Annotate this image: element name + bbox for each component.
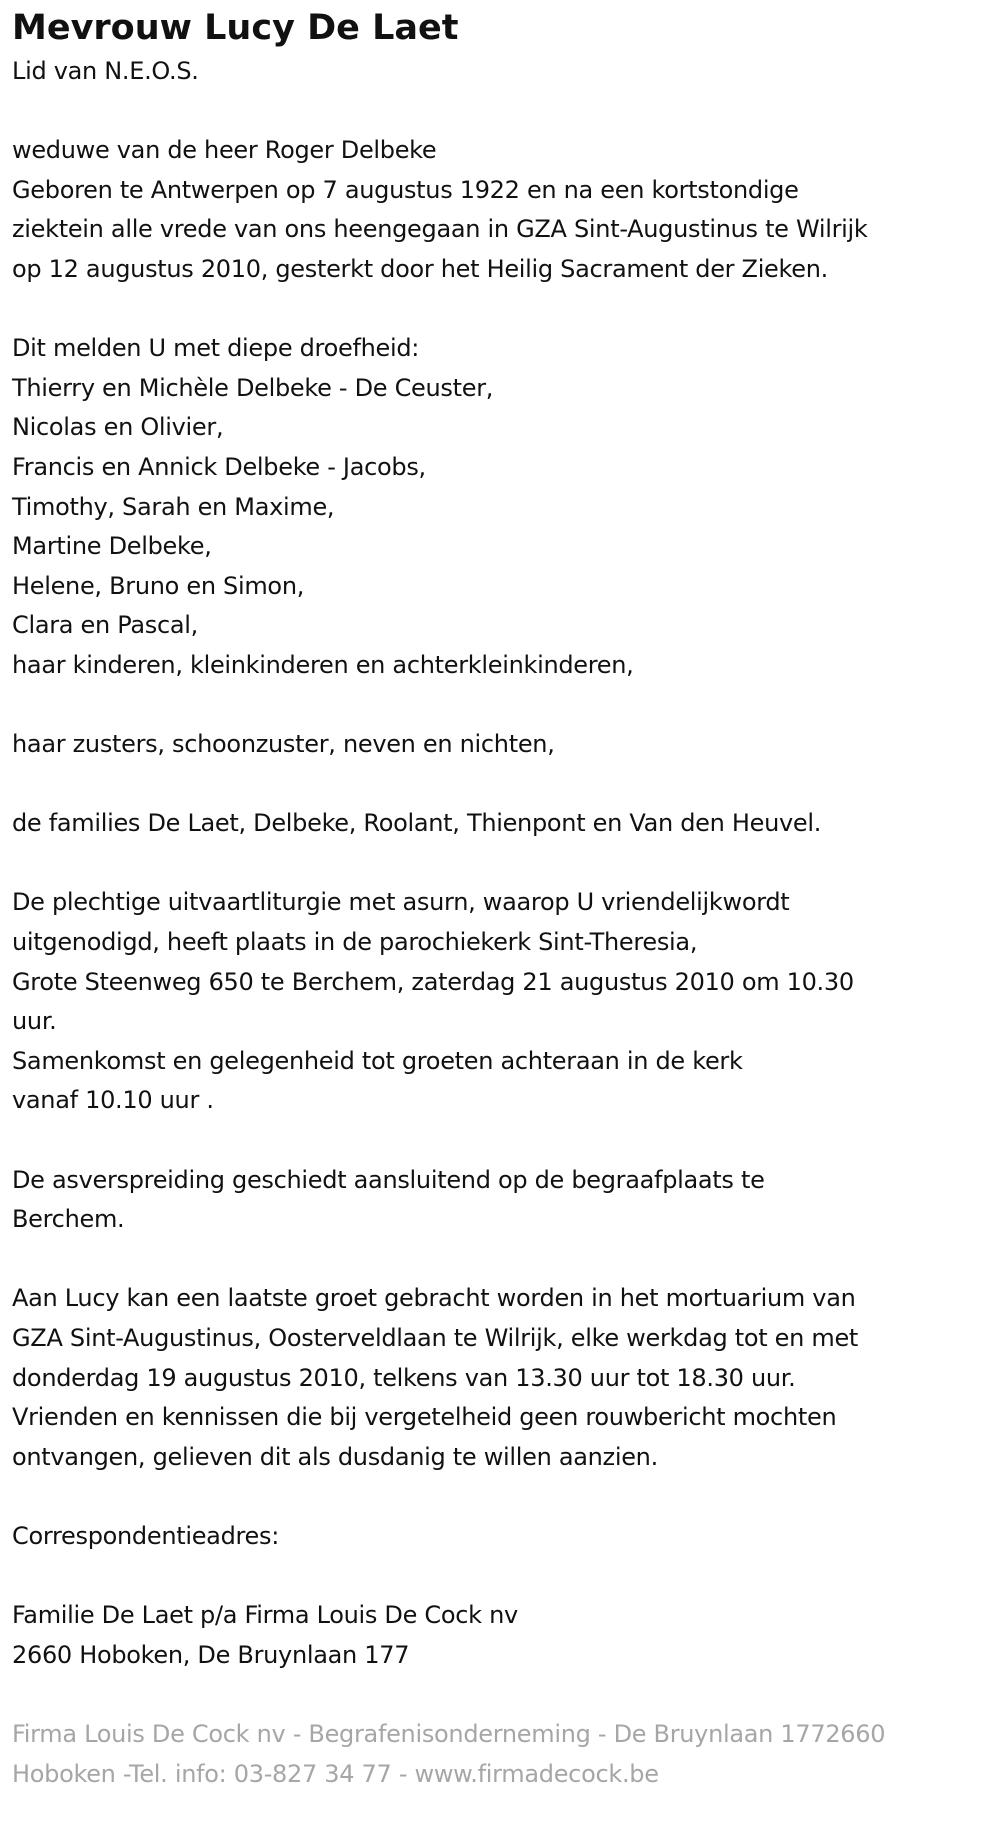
text-line: Grote Steenweg 650 te Berchem, zaterdag 21 augustus 2010 om 10.30 [12, 967, 854, 996]
text-line: weduwe van de heer Roger Delbeke [12, 136, 437, 165]
text-line: Aan Lucy kan een laatste groet gebracht worden in het mortuarium van [12, 1284, 856, 1313]
text-line: Familie De Laet p/a Firma Louis De Cock nv [12, 1601, 518, 1630]
paragraph [12, 1517, 988, 1557]
text-line: Berchem. [12, 1205, 125, 1234]
footer-spacer [12, 1675, 988, 1715]
text-line: Dit melden U met diepe droefheid: [12, 334, 420, 363]
text-line: haar zusters, schoonzuster, neven en nichten, [12, 730, 555, 759]
text-line: donderdag 19 augustus 2010, telkens van 13.30 uur tot 18.30 uur. [12, 1363, 796, 1392]
text-line: Helene, Bruno en Simon, [12, 571, 305, 600]
paragraph-spacer [12, 1121, 988, 1161]
text-line: Geboren te Antwerpen op 7 augustus 1922 en na een kortstondige [12, 175, 799, 204]
paragraph-spacer [12, 765, 988, 805]
footer-line: Hoboken -Tel. info: 03-827 34 77 - www.firmadecock.be [12, 1759, 659, 1788]
page-title: Mevrouw Lucy De Laet [12, 8, 459, 48]
text-line: De plechtige uitvaartliturgie met asurn, waarop U vriendelijkwordt [12, 888, 790, 917]
text-line: Martine Delbeke, [12, 532, 212, 561]
paragraph [12, 329, 988, 685]
paragraph [12, 1279, 988, 1477]
text-line: Thierry en Michèle Delbeke - De Ceuster, [12, 373, 494, 402]
text-line: vanaf 10.10 uur . [12, 1086, 214, 1115]
footer [12, 1675, 988, 1794]
text-line: ontvangen, gelieven dit als dusdanig te willen aanzien. [12, 1442, 658, 1471]
text-line: op 12 augustus 2010, gesterkt door het Heilig Sacrament der Zieken. [12, 254, 828, 283]
text-line: haar kinderen, kleinkinderen en achterkleinkinderen, [12, 650, 634, 679]
paragraph [12, 1596, 988, 1675]
text-line: uur. [12, 1007, 57, 1036]
paragraph [12, 883, 988, 1121]
text-line: Nicolas en Olivier, [12, 413, 224, 442]
text-line: uitgenodigd, heeft plaats in de parochiekerk Sint-Theresia, [12, 928, 698, 957]
paragraph-spacer [12, 1477, 988, 1517]
text-line: Francis en Annick Delbeke - Jacobs, [12, 452, 426, 481]
paragraph-spacer [12, 1240, 988, 1280]
text-line: ziektein alle vrede van ons heengegaan in GZA Sint-Augustinus te Wilrijk [12, 215, 868, 244]
paragraph-spacer [12, 290, 988, 330]
footer-line: Firma Louis De Cock nv - Begrafenisonderneming - De Bruynlaan 1772660 [12, 1719, 886, 1748]
text-line: de families De Laet, Delbeke, Roolant, Thienpont en Van den Heuvel. [12, 809, 822, 838]
text-line: De asverspreiding geschiedt aansluitend op de begraafplaats te [12, 1165, 765, 1194]
text-line: GZA Sint-Augustinus, Oosterveldlaan te Wilrijk, elke werkdag tot en met [12, 1324, 859, 1352]
text-line: Clara en Pascal, [12, 611, 198, 640]
paragraph-spacer [12, 844, 988, 884]
text-line: Timothy, Sarah en Maxime, [12, 492, 335, 521]
obituary-body [12, 92, 988, 1676]
paragraph-spacer [12, 1557, 988, 1597]
text-line: 2660 Hoboken, De Bruynlaan 177 [12, 1640, 410, 1669]
text-line: Correspondentieadres: [12, 1521, 280, 1550]
paragraph [12, 804, 988, 844]
paragraph [12, 1161, 988, 1240]
subtitle: Lid van N.E.O.S. [12, 57, 199, 85]
text-line: Vrienden en kennissen die bij vergetelheid geen rouwbericht mochten [12, 1403, 837, 1432]
paragraph-spacer [12, 92, 988, 132]
paragraph [12, 725, 988, 765]
paragraph-spacer [12, 686, 988, 726]
paragraph [12, 131, 988, 289]
text-line: Samenkomst en gelegenheid tot groeten achteraan in de kerk [12, 1046, 743, 1075]
